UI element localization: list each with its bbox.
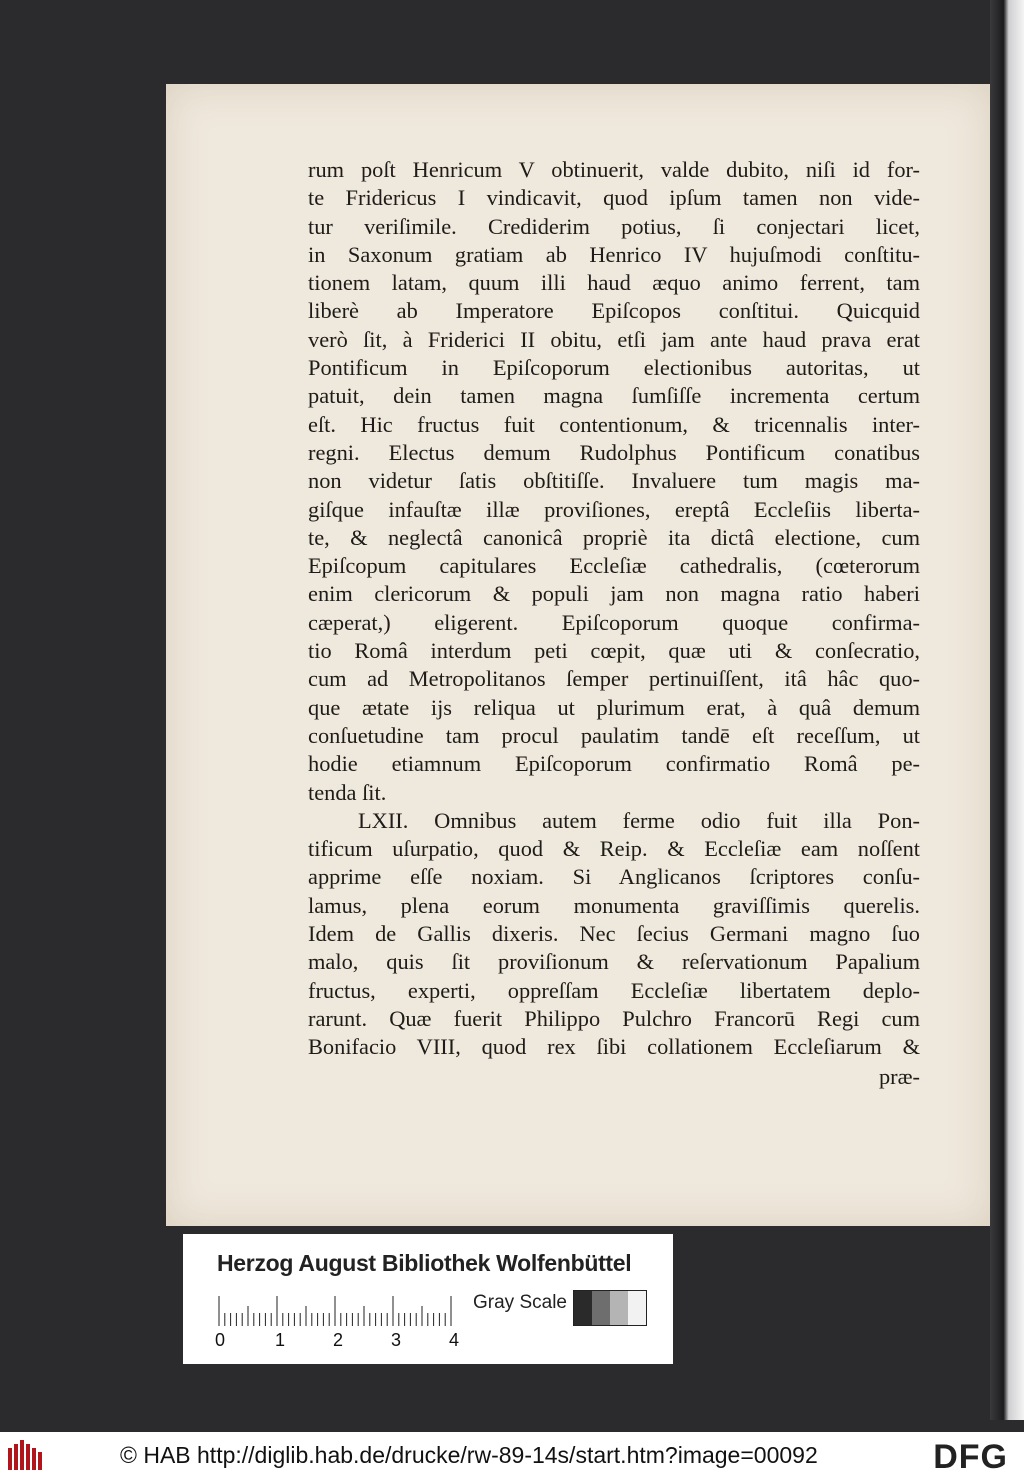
text-line: Idem de Gallis dixeris. Nec ſecius Germani magno ſuo: [308, 921, 920, 947]
page-text: [308, 156, 920, 1062]
text-line: liberè ab Imperatore Epiſcopos conſtitui. Quicquid: [308, 298, 920, 324]
text-line: te Fridericus I vindicavit, quod ipſum tamen non vide-: [308, 185, 920, 211]
gray-scale-label: Gray Scale: [473, 1292, 567, 1313]
text-line: Pontificum in Epiſcoporum electionibus autoritas, ut: [308, 355, 920, 381]
catchword: præ-: [878, 1064, 920, 1089]
text-line: tificum uſurpatio, quod & Reip. & Eccleſiæ eam noſſent: [308, 836, 920, 862]
hab-bars-icon: [8, 1440, 44, 1474]
book-page: [166, 84, 990, 1226]
text-line: giſque infauſtæ illæ proviſiones, ereptâ Eccleſiis liberta-: [308, 496, 920, 522]
text-line: que ætate ijs reliqua ut plurimum erat, à quâ demum: [308, 694, 920, 720]
gray-swatch: [610, 1291, 628, 1325]
text-line: in Saxonum gratiam ab Henrico IV hujuſmodi conſtitu-: [308, 241, 920, 267]
text-line: verò ſit, à Friderici II obitu, etſi jam ante haud prava erat: [308, 326, 920, 352]
text-line: patuit, dein tamen magna ſumſiſſe incrementa certum: [308, 383, 920, 409]
ruler-label: 0: [215, 1330, 226, 1350]
ruler-label: 3: [391, 1330, 402, 1350]
text-line: enim clericorum & populi jam non magna ratio haberi: [308, 581, 920, 607]
dfg-logo: DFG: [933, 1438, 1008, 1476]
text-line: regni. Electus demum Rudolphus Pontificum conatibus: [308, 439, 920, 465]
text-line: rarunt. Quæ fuerit Philippo Pulchro Francorū Regi cum: [308, 1005, 920, 1031]
text-line: te, & neglectâ canonicâ propriè ita dictâ electione, cum: [308, 524, 920, 550]
text-line: LXII. Omnibus autem ferme odio fuit illa Pon-: [358, 807, 920, 833]
text-line: hodie etiamnum Epiſcoporum confirmatio Româ pe-: [308, 751, 920, 777]
text-line: tur veriſimile. Crediderim potius, ſi conjectari licet,: [308, 213, 920, 239]
ruler-label: 2: [333, 1330, 344, 1350]
gray-scale-swatches: [573, 1290, 647, 1326]
text-line: cum ad Metropolitanos ſemper pertinuiſſent, itâ hâc quo-: [308, 666, 920, 692]
measurement-ruler: [217, 1294, 457, 1326]
text-line: lamus, plena eorum monumenta graviſſimis querelis.: [308, 892, 920, 918]
gray-swatch: [628, 1291, 646, 1325]
text-line: Bonifacio VIII, quod rex ſibi collationem Eccleſiarum &: [308, 1034, 920, 1060]
text-line: Epiſcopum capitulares Eccleſiæ cathedralis, (cœterorum: [308, 553, 920, 579]
text-line: malo, quis ſit proviſionum & reſervationum Papalium: [308, 949, 920, 975]
text-line: eſt. Hic fructus fuit contentionum, & tricennalis inter-: [308, 411, 920, 437]
text-line: rum poſt Henricum V obtinuerit, valde dubito, niſi id for-: [308, 157, 920, 182]
text-line: tenda ſit.: [308, 779, 387, 805]
scan-edge-strip: [990, 0, 1024, 1420]
color-calibration-card: [183, 1234, 673, 1364]
text-line: tio Româ interdum peti cœpit, quæ uti & conſecratio,: [308, 638, 920, 664]
gray-swatch: [592, 1291, 610, 1325]
footer-bar: [0, 1432, 1024, 1483]
text-line: apprime eſſe noxiam. Si Anglicanos ſcriptores conſu-: [308, 864, 920, 890]
text-line: tionem latam, quum illi haud æquo animo ferrent, tam: [308, 270, 920, 296]
gray-swatch: [574, 1291, 592, 1325]
text-line: fructus, experti, oppreſſam Eccleſiæ libertatem deplo-: [308, 977, 920, 1003]
copyright-url: © HAB http://diglib.hab.de/drucke/rw-89-14s/start.htm?image=00092: [120, 1442, 818, 1468]
ruler-label: 4: [449, 1330, 460, 1350]
library-name: Herzog August Bibliothek Wolfenbüttel: [217, 1250, 632, 1276]
text-line: cæperat,) eligerent. Epiſcoporum quoque confirma-: [308, 609, 920, 635]
ruler-label: 1: [275, 1330, 286, 1350]
text-line: conſuetudine tam procul paulatim tandē eſt receſſum, ut: [308, 722, 920, 748]
text-line: non videtur ſatis obſtitiſſe. Invaluere tum magis ma-: [308, 468, 920, 494]
